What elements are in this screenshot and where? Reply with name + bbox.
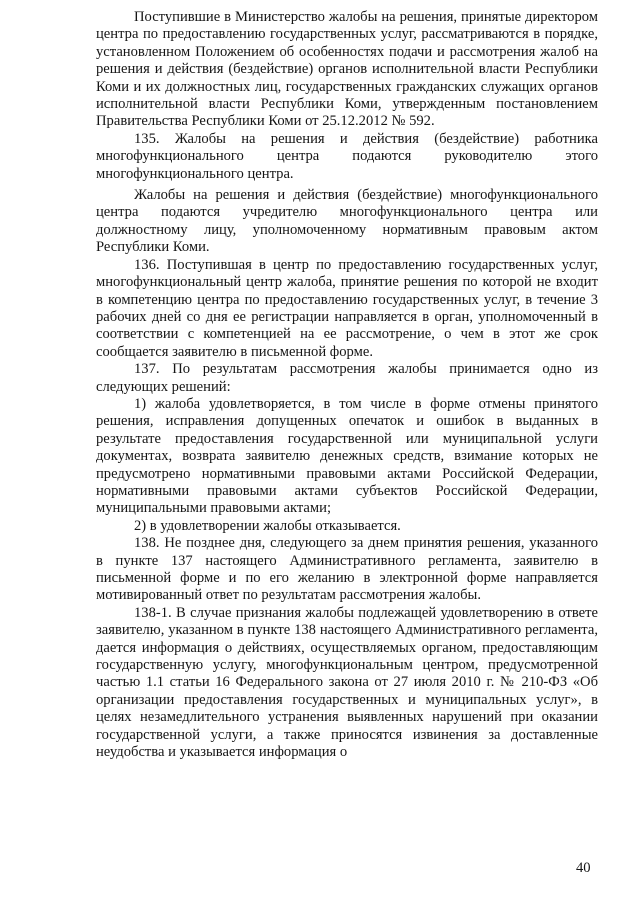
list-item-1: 1) жалоба удовлетворяется, в том числе в форме отмены принятого решения, исправления допущенных опечаток и ошибок в выданных в результате предоставления государственной или муниципальной услуги документах, возврата заявителю денежных средств, взимание которых не предусмотрено нормативными правовыми актами Российской Федерации, нормативными правовыми актами субъектов Российской Федерации, муниципальными правовыми актами;	[96, 395, 598, 517]
page-number: 40	[576, 860, 591, 876]
paragraph-138: 138. Не позднее дня, следующего за днем принятия решения, указанного в пункте 137 настоящего Административного регламента, заявителю в письменной форме и по его желанию в электронной форме направляется мотивированный ответ по результатам рассмотрения жалобы.	[96, 535, 598, 604]
document-body	[96, 9, 598, 761]
paragraph-135: 135. Жалобы на решения и действия (бездействие) работника многофункционального центра подаются руководителю этого многофункционального центра.	[96, 130, 598, 182]
paragraph-136: 136. Поступившая в центр по предоставлению государственных услуг, многофункциональный центр жалоба, принятие решения по которой не входит в компетенцию центра по предоставлению государственных услуг, в течение 3 рабочих дней со дня ее регистрации направляется в орган, уполномоченный в соответствии с компетенцией на ее рассмотрение, о чем в этот же срок сообщается заявителю в письменной форме.	[96, 256, 598, 360]
paragraph-138-1: 138-1. В случае признания жалобы подлежащей удовлетворению в ответе заявителю, указанном в пункте 138 настоящего Административного регламента, дается информация о действиях, осуществляемых органом, предоставляющим государственную услугу, многофункциональным центром, предусмотренной частью 1.1 статьи 16 Федерального закона от 27 июля 2010 г. № 210-ФЗ «Об организации предоставления государственных и муниципальных услуг», в целях незамедлительного устранения выявленных нарушений при оказании государственной услуги, а также приносятся извинения за доставленные неудобства и указывается информация о	[96, 604, 598, 761]
paragraph-complaints-ministry: Поступившие в Министерство жалобы на решения, принятые директором центра по предоставлению государственных услуг, рассматриваются в порядке, установленном Положением об особенностях подачи и рассмотрения жалоб на решения и действия (бездействие) органов исполнительной власти Республики Коми и их должностных лиц, государственных гражданских служащих органов исполнительной власти Республики Коми, утвержденным постановлением Правительства Республики Коми от 25.12.2012 № 592.	[96, 9, 598, 130]
paragraph-137: 137. По результатам рассмотрения жалобы принимается одно из следующих решений:	[96, 361, 598, 395]
paragraph-complaints-mfc: Жалобы на решения и действия (бездействие) многофункционального центра подаются учредителю многофункционального центра или должностному лицу, уполномоченному нормативным правовым актом Республики Коми.	[96, 187, 598, 256]
list-item-2: 2) в удовлетворении жалобы отказывается.	[134, 517, 401, 534]
